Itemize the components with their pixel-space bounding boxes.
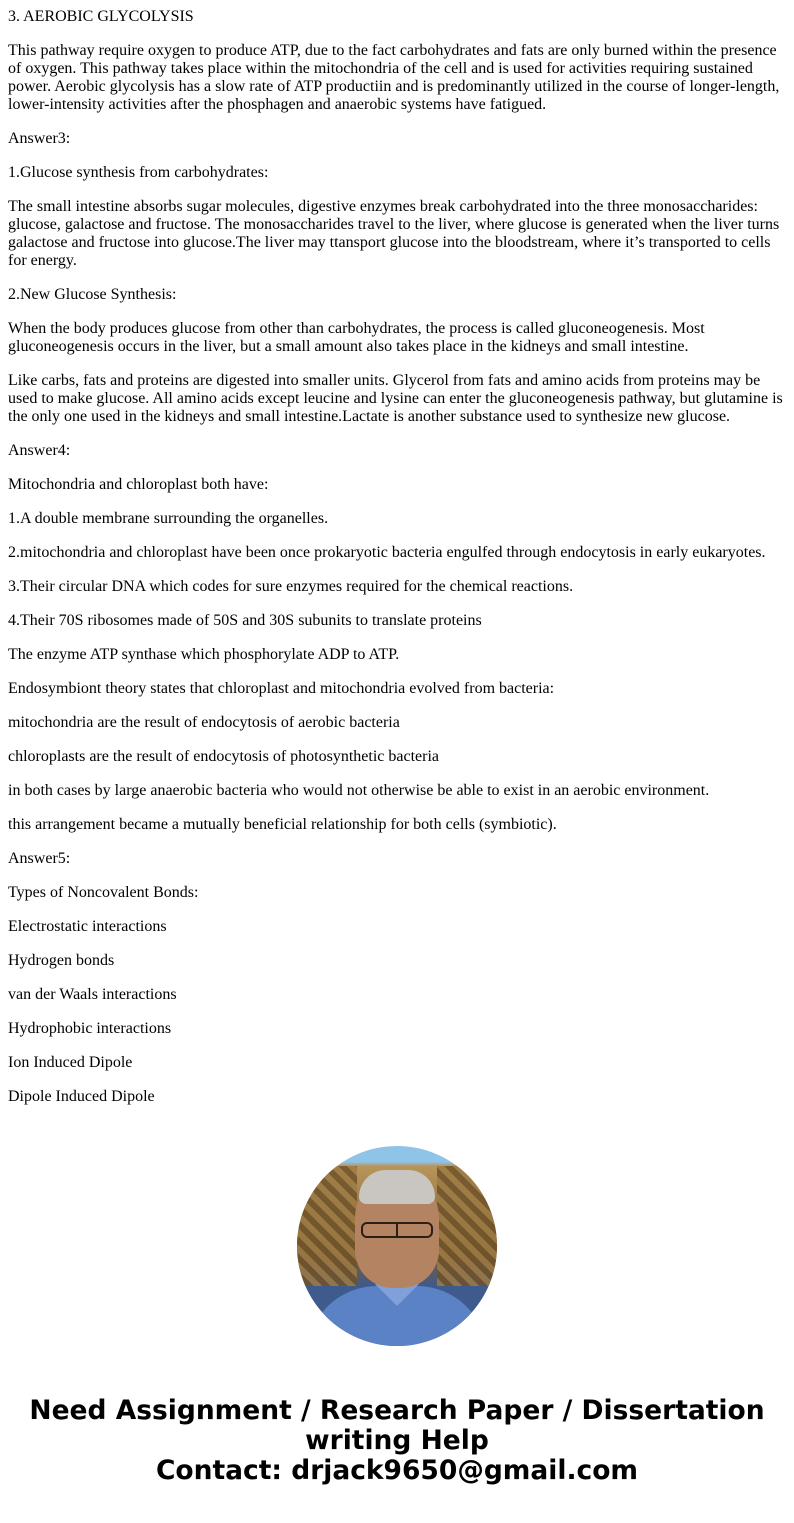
background-panel-left [297, 1166, 357, 1286]
paragraph: in both cases by large anaerobic bacteria who would not otherwise be able to exist in an aerobic environment. [8, 782, 710, 799]
promo-banner [0, 1396, 794, 1486]
answer-label: Answer5: [8, 850, 71, 867]
promo-text: Need Assignment / Research Paper / Dissertation writing Help [29, 1395, 765, 1456]
paragraph: mitochondria are the result of endocytosis of aerobic bacteria [8, 714, 400, 731]
subheading: 1.Glucose synthesis from carbohydrates: [8, 164, 269, 181]
paragraph: This pathway require oxygen to produce ATP, due to the fact carbohydrates and fats are only burned within the presence of oxygen. This pathway takes place within the mitochondria of the cell and is used for activities requiring sustained power. Aerobic glycolysis has a slow rate of ATP productiin and is predominantly utilized in the course of longer-length, lower-intensity activities after the phosphagen and anaerobic systems have fatigued. [8, 42, 780, 113]
background-panel-right [437, 1166, 497, 1286]
paragraph: The small intestine absorbs sugar molecules, digestive enzymes break carbohydrated into the three monosaccharides: glucose, galactose and fructose. The monosaccharides travel to the liver, where glucose is generated when the liver turns galactose and fructose into glucose.The liver may ttansport glucose into the bloodstream, where it’s transported to cells for energy. [8, 198, 780, 269]
subheading: 2.New Glucose Synthesis: [8, 286, 177, 303]
list-item: van der Waals interactions [8, 986, 177, 1003]
list-item: 1.A double membrane surrounding the organelles. [8, 510, 329, 527]
list-item: 3.Their circular DNA which codes for sure enzymes required for the chemical reactions. [8, 578, 574, 595]
paragraph: Mitochondria and chloroplast both have: [8, 476, 269, 493]
answer-label: Answer3: [8, 130, 71, 147]
paragraph: The enzyme ATP synthase which phosphorylate ADP to ATP. [8, 646, 400, 663]
paragraph: this arrangement became a mutually beneficial relationship for both cells (symbiotic). [8, 816, 557, 833]
list-item: Hydrophobic interactions [8, 1020, 172, 1037]
list-item: 4.Their 70S ribosomes made of 50S and 30S subunits to translate proteins [8, 612, 482, 629]
list-item: Electrostatic interactions [8, 918, 167, 935]
paragraph: When the body produces glucose from other than carbohydrates, the process is called gluconeogenesis. Most gluconeogenesis occurs in the liver, but a small amount also takes place in the kidneys and small intestine. [8, 320, 705, 355]
avatar [297, 1146, 497, 1346]
paragraph: Endosymbiont theory states that chloroplast and mitochondria evolved from bacteria: [8, 680, 555, 697]
list-item: Ion Induced Dipole [8, 1054, 133, 1071]
paragraph: chloroplasts are the result of endocytosis of photosynthetic bacteria [8, 748, 439, 765]
section-heading: 3. AEROBIC GLYCOLYSIS [8, 8, 194, 25]
answer-label: Answer4: [8, 442, 71, 459]
avatar-hair [359, 1170, 435, 1204]
avatar-glasses [361, 1222, 433, 1238]
paragraph: Types of Noncovalent Bonds: [8, 884, 199, 901]
paragraph: Like carbs, fats and proteins are digested into smaller units. Glycerol from fats and amino acids from proteins may be used to make glucose. All amino acids except leucine and lysine can enter the gluconeogenesis pathway, but glutamine is the only one used in the kidneys and small intestine.Lactate is another substance used to synthesize new glucose. [8, 372, 783, 425]
avatar-container [0, 1146, 794, 1346]
list-item: Dipole Induced Dipole [8, 1088, 155, 1105]
list-item: 2.mitochondria and chloroplast have been once prokaryotic bacteria engulfed through endocytosis in early eukaryotes. [8, 544, 766, 561]
list-item: Hydrogen bonds [8, 952, 115, 969]
contact-email: Contact: drjack9650@gmail.com [155, 1455, 639, 1486]
